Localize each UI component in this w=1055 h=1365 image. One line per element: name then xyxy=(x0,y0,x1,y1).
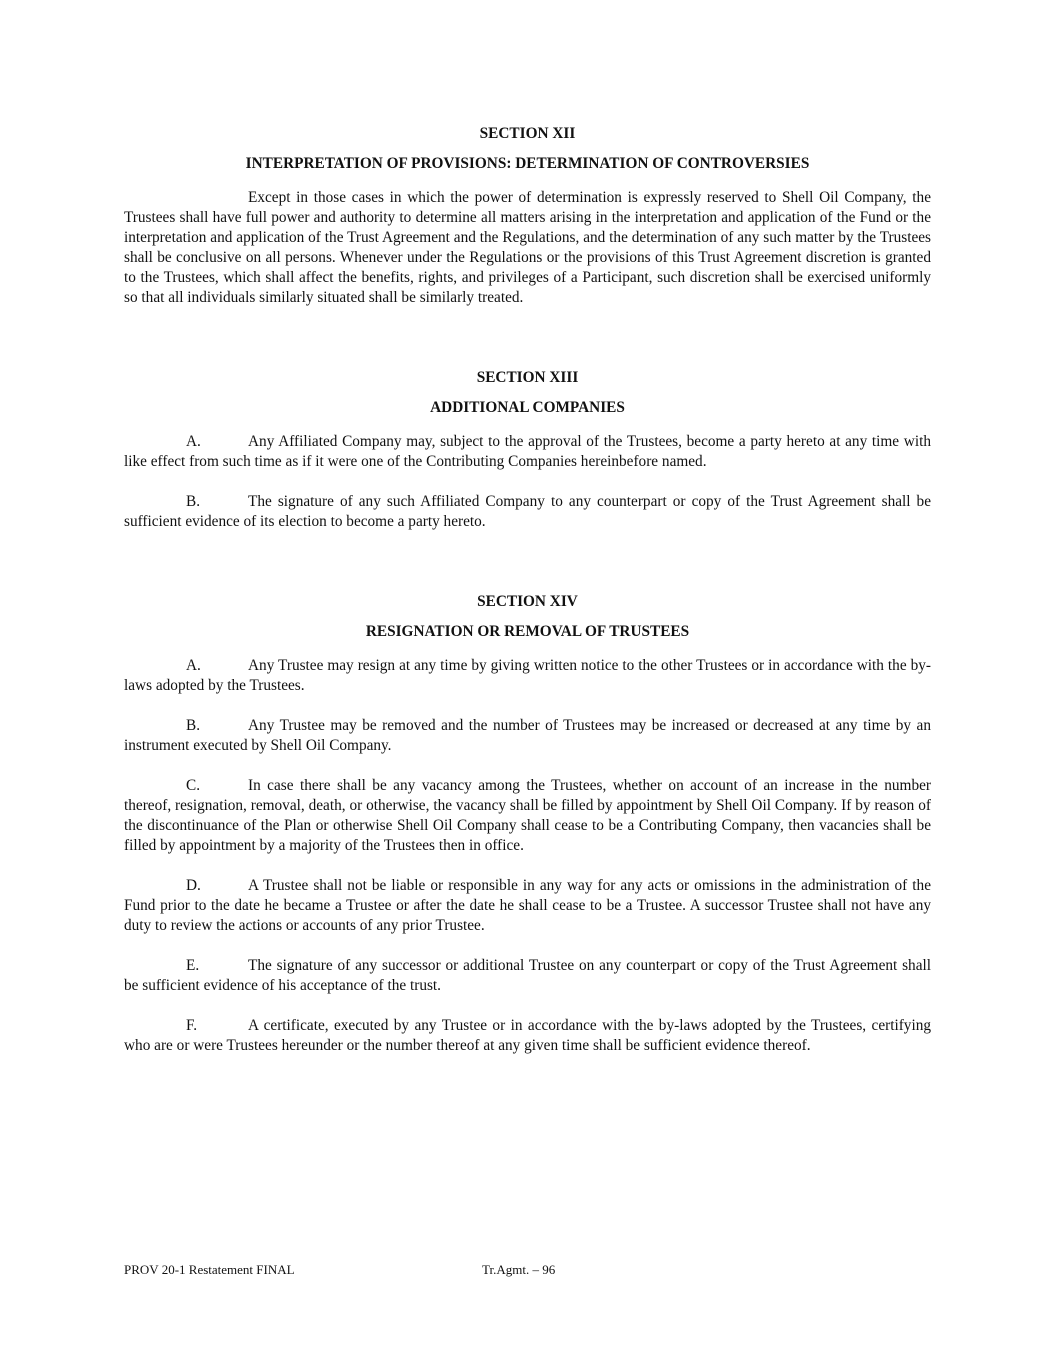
list-item xyxy=(124,492,931,532)
item-text: Any Trustee may be removed and the number of Trustees may be increased or decreased at any time by an instrument executed by Shell Oil Company. xyxy=(124,717,931,754)
section-paragraph: Except in those cases in which the power of determination is expressly reserved to Shell Oil Company, the Trustees shall have full power and authority to determine all matters arising in the interpretation and application of the Fund or the interpretation and application of the Trust Agreement and the Regulations, and the determination of any such matter by the Trustees shall be conclusive on all persons. Whenever under the Regulations or the provisions of this Trust Agreement discretion is granted to the Trustees, which shall affect the benefits, rights, and privileges of a Participant, such discretion shall be exercised uniformly so that all individuals similarly situated shall be similarly treated. xyxy=(124,189,931,306)
item-text: Any Trustee may resign at any time by giving written notice to the other Trustees or in accordance with the by-laws adopted by the Trustees. xyxy=(124,657,931,694)
item-letter: B. xyxy=(186,717,201,734)
list-item xyxy=(124,1016,931,1056)
list-item xyxy=(124,656,931,696)
section-title: RESIGNATION OR REMOVAL OF TRUSTEES xyxy=(365,623,690,640)
section-title: INTERPRETATION OF PROVISIONS: DETERMINATION OF CONTROVERSIES xyxy=(245,155,810,172)
list-item xyxy=(124,432,931,472)
section-title: ADDITIONAL COMPANIES xyxy=(430,399,625,416)
item-text: A certificate, executed by any Trustee or in accordance with the by-laws adopted by the Trustees, certifying who are or were Trustees hereunder or the number thereof at any given time shall be sufficient evidence thereof. xyxy=(124,1017,931,1054)
footer-document-id: PROV 20-1 Restatement FINAL xyxy=(124,1262,295,1277)
list-item xyxy=(124,876,931,936)
item-text: The signature of any such Affiliated Company to any counterpart or copy of the Trust Agreement shall be sufficient evidence of its election to become a party hereto. xyxy=(124,493,931,530)
list-item xyxy=(124,776,931,856)
item-letter: F. xyxy=(186,1017,198,1034)
list-item xyxy=(124,716,931,756)
section-spacer xyxy=(124,308,931,368)
section-number: SECTION XIV xyxy=(477,593,578,610)
item-letter: A. xyxy=(186,657,201,674)
item-letter: D. xyxy=(186,877,201,894)
section-spacer xyxy=(124,532,931,592)
item-text: A Trustee shall not be liable or responsible in any way for any acts or omissions in the administration of the Fund prior to the date he became a Trustee or after the date he shall cease to be a Trustee. A successor Trustee shall not have any duty to review the actions or accounts of any prior Trustee. xyxy=(124,877,931,934)
section-xii xyxy=(124,124,931,308)
item-letter: B. xyxy=(186,493,201,510)
item-letter: A. xyxy=(186,433,201,450)
list-item xyxy=(124,956,931,996)
section-number: SECTION XIII xyxy=(476,369,579,386)
section-xiii xyxy=(124,368,931,532)
item-text: Any Affiliated Company may, subject to the approval of the Trustees, become a party hereto at any time with like effect from such time as if it were one of the Contributing Companies hereinbefore named. xyxy=(124,433,931,470)
section-number: SECTION XII xyxy=(479,125,576,142)
item-letter: E. xyxy=(186,957,200,974)
section-xiv xyxy=(124,592,931,1056)
item-text: The signature of any successor or additional Trustee on any counterpart or copy of the Trust Agreement shall be sufficient evidence of his acceptance of the trust. xyxy=(124,957,931,994)
document-body xyxy=(124,124,931,1056)
item-text: In case there shall be any vacancy among the Trustees, whether on account of an increase in the number thereof, resignation, removal, death, or otherwise, the vacancy shall be filled by appointment by Shell Oil Company. If by reason of the discontinuance of the Plan or otherwise Shell Oil Company shall cease to be a Contributing Company, then vacancies shall be filled by appointment by a majority of the Trustees then in office. xyxy=(124,777,931,854)
item-letter: C. xyxy=(186,777,201,794)
footer-page-label: Tr.Agmt. – 96 xyxy=(482,1262,556,1277)
